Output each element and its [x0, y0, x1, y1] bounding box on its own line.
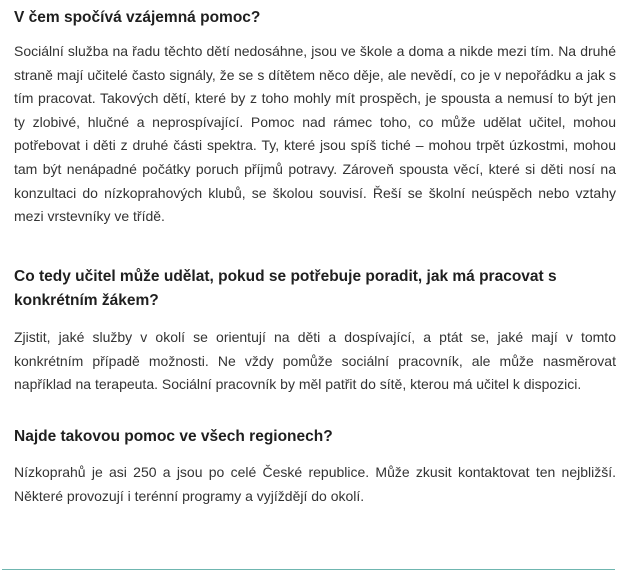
section-heading-teacher-advice: Co tedy učitel může udělat, pokud se potřebuje poradit, jak má pracovat s konkrétním žákem? [14, 268, 557, 309]
section-heading-regions: Najde takovou pomoc ve všech regionech? [14, 428, 333, 445]
section-paragraph-regions: Nízkoprahů je asi 250 a jsou po celé České republice. Může zkusit kontaktovat ten nejbližší. Některé provozují i terénní programy a vyjíždějí do okolí. [14, 464, 616, 504]
footer-divider [2, 569, 615, 570]
section-paragraph-mutual-help: Sociální služba na řadu těchto dětí nedosáhne, jsou ve škole a doma a nikde mezi tím. Na druhé straně mají učitelé často signály, že se s dítětem něco děje, ale nevědí, co je v nepořádku a jak s tím pracovat. Takových dětí, které by z toho mohly mít prospěch, je spousta a nemusí to být jen ty zlobivé, hlučné a neprospívající. Pomoc nad rámec toho, co může udělat učitel, mohou potřebovat i děti z druhé části spektra. Ty, které jsou spíš tiché – mohou trpět úzkostmi, mohou tam být nenápadné počátky poruch příjmů potravy. Zároveň spousta věcí, které si děti nosí na konzultaci do nízkoprahových klubů, se školou souvisí. Řeší se školní neúspěch nebo vztahy mezi vrstevníky ve třídě. [14, 43, 616, 225]
section-heading-mutual-help: V čem spočívá vzájemná pomoc? [14, 9, 261, 26]
section-paragraph-teacher-advice: Zjistit, jaké služby v okolí se orientují na děti a dospívající, a ptát se, jaké mají v tomto konkrétním případě možnosti. Ne vždy pomůže sociální pracovník, ale může nasměrovat například na terapeuta. Sociální pracovník by měl patřit do sítě, kterou má učitel k dispozici. [14, 329, 616, 393]
